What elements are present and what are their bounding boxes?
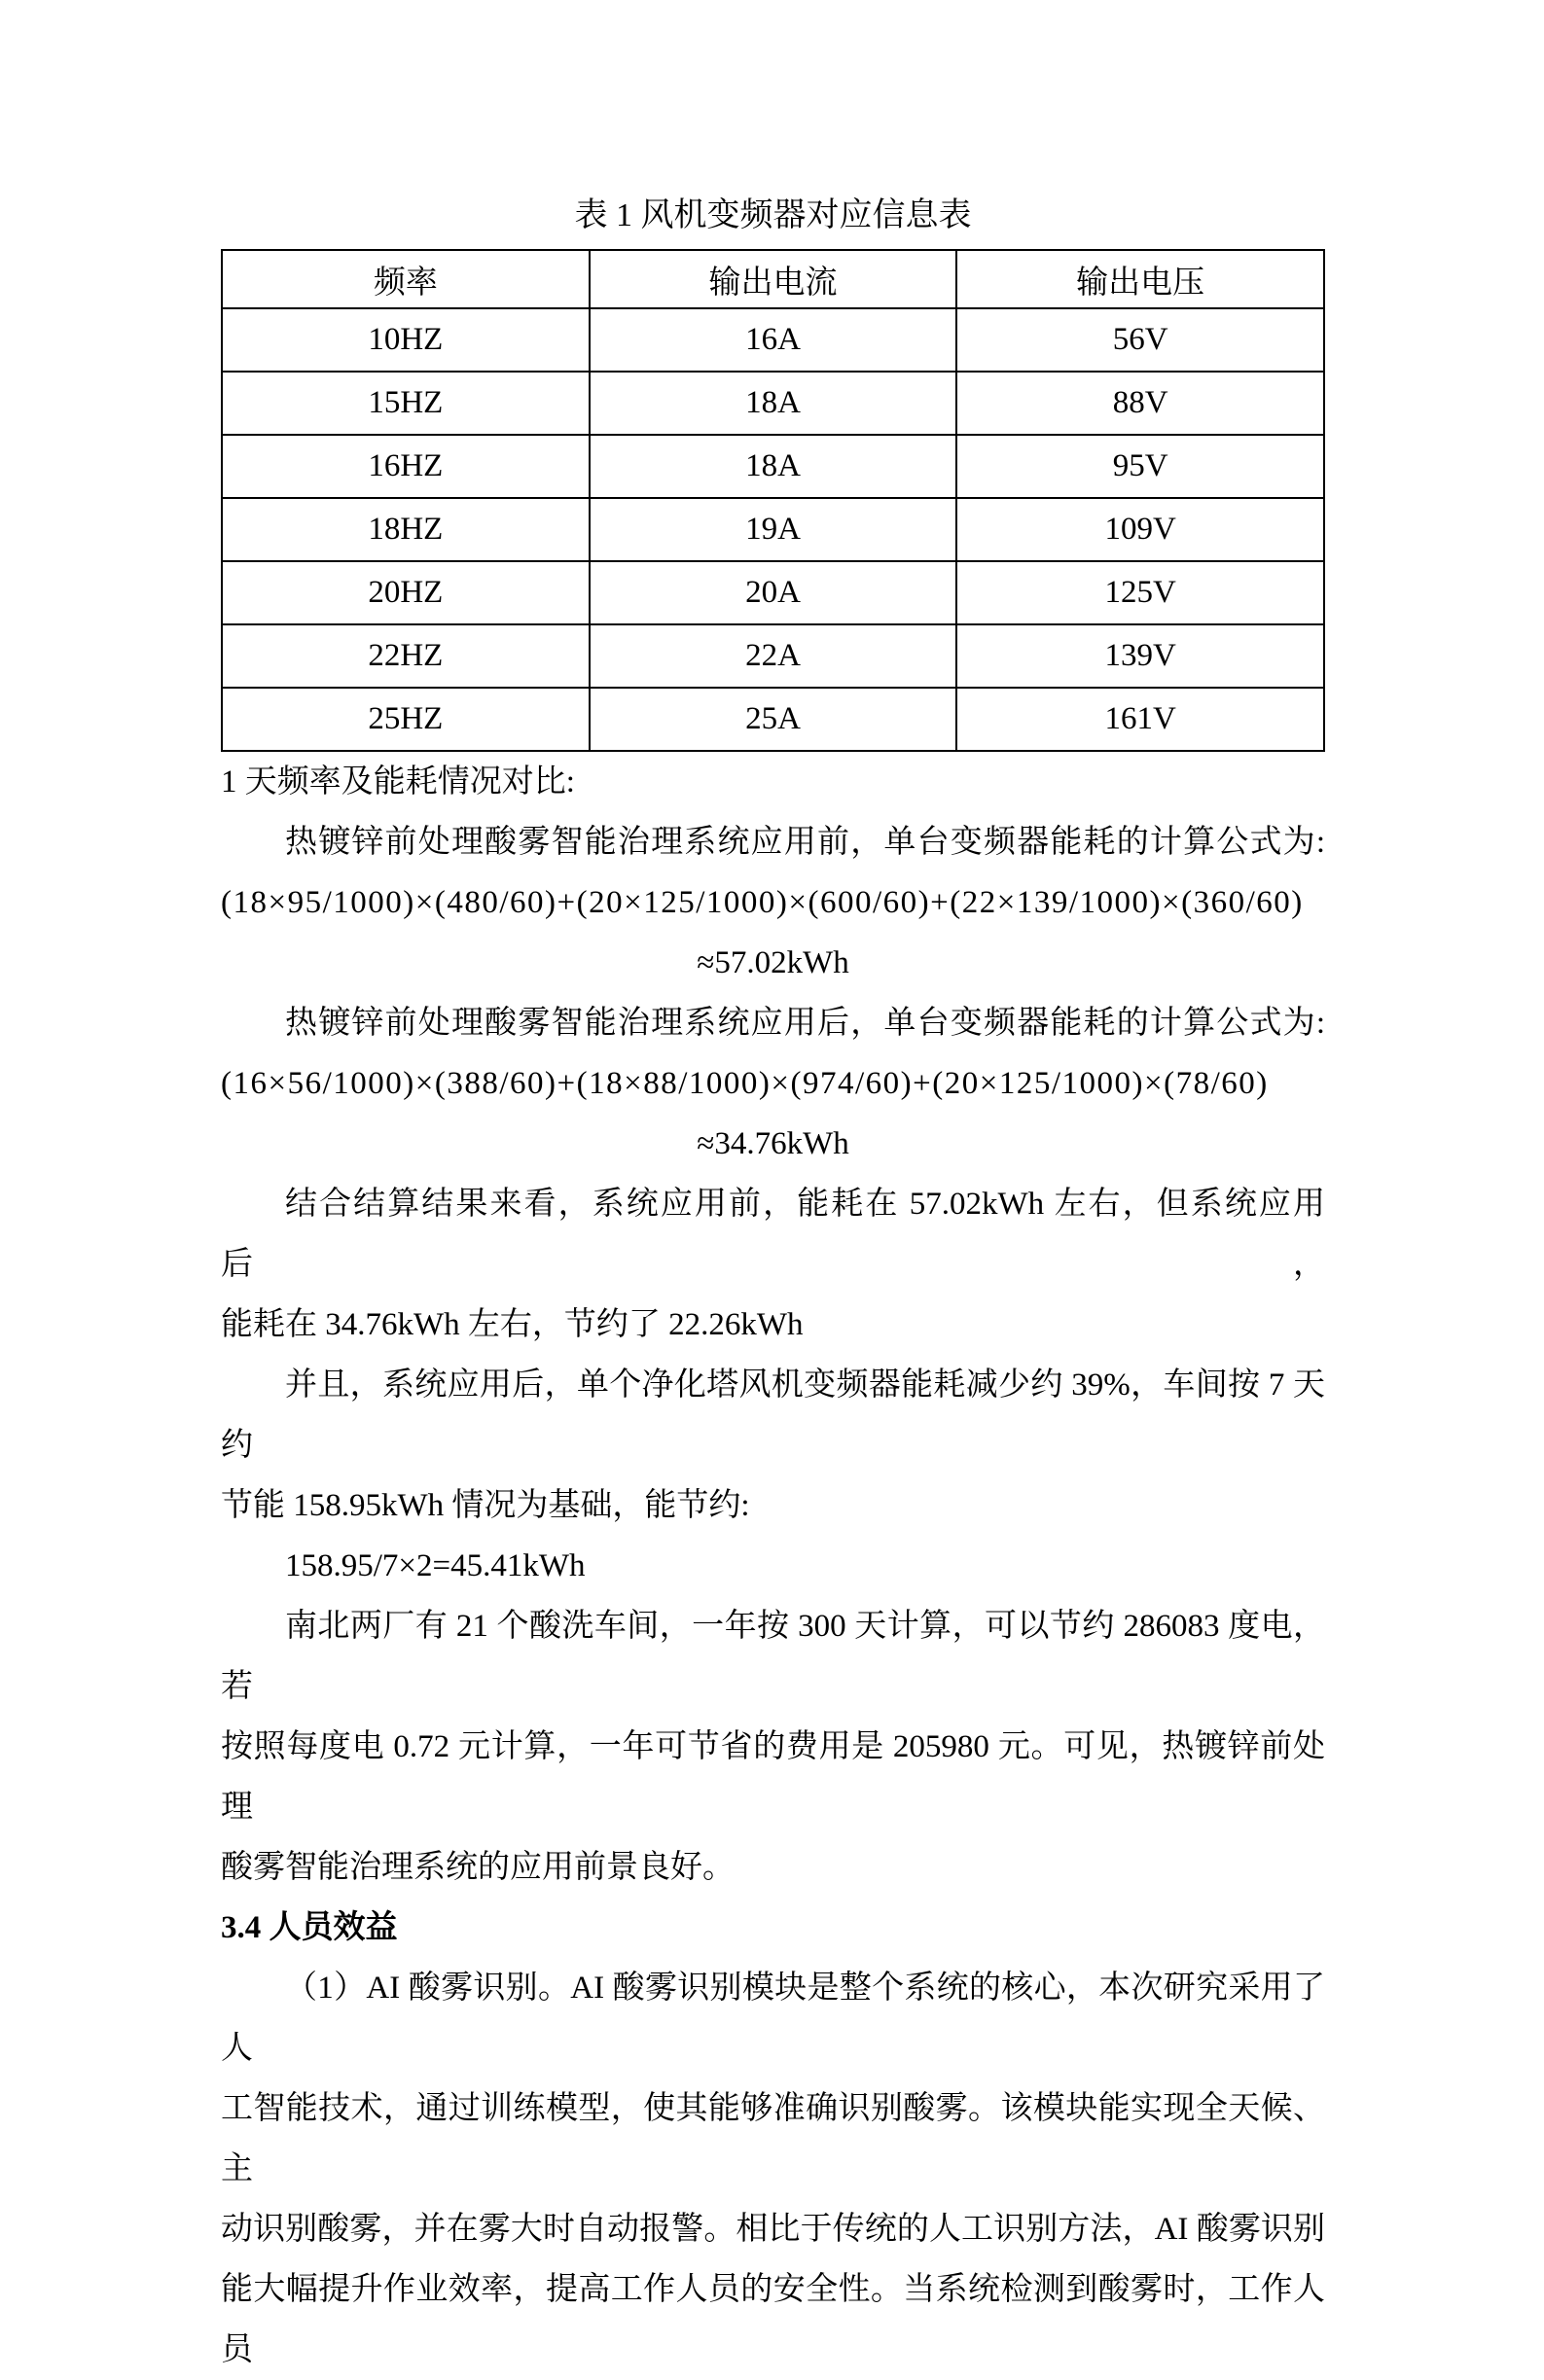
paragraph-line: 能耗在 34.76kWh 左右，节约了 22.26kWh xyxy=(221,1307,804,1342)
formula-line: 158.95/7×2=45.41kWh xyxy=(285,1548,586,1583)
table-row xyxy=(222,498,1324,561)
table-cell: 22A xyxy=(590,624,957,688)
table-row xyxy=(222,624,1324,688)
paragraph-line: （1）AI 酸雾识别。AI 酸雾识别模块是整个系统的核心，本次研究采用了人 xyxy=(221,1971,1325,2066)
fan-inverter-info-table xyxy=(221,249,1325,752)
table-cell: 25A xyxy=(590,688,957,751)
table-row xyxy=(222,688,1324,751)
formula-result-line: ≈57.02kWh xyxy=(697,945,849,980)
formula-line: (18×95/1000)×(480/60)+(20×125/1000)×(600/60)+(22×139/1000)×(360/60) xyxy=(221,885,1304,920)
table-cell: 161V xyxy=(956,688,1324,751)
paragraph-line: 工智能技术，通过训练模型，使其能够准确识别酸雾。该模块能实现全天候、主 xyxy=(221,2091,1325,2186)
paragraph-line: 热镀锌前处理酸雾智能治理系统应用前，单台变频器能耗的计算公式为: xyxy=(285,825,1325,860)
table-header-row xyxy=(222,250,1324,308)
table-row xyxy=(222,372,1324,435)
paragraph-line: 南北两厂有 21 个酸洗车间，一年按 300 天计算，可以节约 286083 度电，若 xyxy=(221,1609,1325,1704)
formula-result-line: ≈34.76kWh xyxy=(697,1126,849,1161)
paragraph-line: 节能 158.95kWh 情况为基础，能节约: xyxy=(221,1488,750,1523)
paragraph-line: 1 天频率及能耗情况对比: xyxy=(221,764,575,799)
table-cell: 18HZ xyxy=(222,498,590,561)
paragraph-line: 热镀锌前处理酸雾智能治理系统应用后，单台变频器能耗的计算公式为: xyxy=(285,1006,1325,1041)
table-cell: 22HZ xyxy=(222,624,590,688)
paragraph-line: 按照每度电 0.72 元计算，一年可节省的费用是 205980 元。可见，热镀锌前处理 xyxy=(221,1729,1325,1825)
table-cell: 16A xyxy=(590,308,957,372)
table-header-cell-output-current: 输出电流 xyxy=(590,250,957,308)
document-content xyxy=(221,183,1325,2380)
table-cell: 109V xyxy=(956,498,1324,561)
table-cell: 139V xyxy=(956,624,1324,688)
table-cell: 20A xyxy=(590,561,957,624)
table-cell: 19A xyxy=(590,498,957,561)
paragraph-line: 并且，系统应用后，单个净化塔风机变频器能耗减少约 39%，车间按 7 天约 xyxy=(221,1368,1325,1463)
body-text xyxy=(221,752,1325,2380)
table-cell: 56V xyxy=(956,308,1324,372)
paragraph-line: 能大幅提升作业效率，提高工作人员的安全性。当系统检测到酸雾时，工作人员 xyxy=(221,2272,1325,2367)
table-cell: 10HZ xyxy=(222,308,590,372)
table-header-cell-frequency: 频率 xyxy=(222,250,590,308)
table-caption: 表 1 风机变频器对应信息表 xyxy=(574,197,972,233)
table-cell: 25HZ xyxy=(222,688,590,751)
table-cell: 125V xyxy=(956,561,1324,624)
table-cell: 18A xyxy=(590,435,957,498)
section-heading: 3.4 人员效益 xyxy=(221,1910,398,1945)
table-cell: 20HZ xyxy=(222,561,590,624)
table-cell: 95V xyxy=(956,435,1324,498)
table-row xyxy=(222,561,1324,624)
paragraph-line: 酸雾智能治理系统的应用前景良好。 xyxy=(221,1850,735,1885)
table-cell: 18A xyxy=(590,372,957,435)
table-row xyxy=(222,435,1324,498)
paragraph-line: 结合结算结果来看，系统应用前，能耗在 57.02kWh 左右，但系统应用后， xyxy=(221,1187,1325,1282)
table-cell: 88V xyxy=(956,372,1324,435)
table-row xyxy=(222,308,1324,372)
table-header-cell-output-voltage: 输出电压 xyxy=(956,250,1324,308)
paragraph-line: 动识别酸雾，并在雾大时自动报警。相比于传统的人工识别方法，AI 酸雾识别 xyxy=(221,2212,1325,2247)
table-cell: 16HZ xyxy=(222,435,590,498)
table-cell: 15HZ xyxy=(222,372,590,435)
formula-line: (16×56/1000)×(388/60)+(18×88/1000)×(974/60)+(20×125/1000)×(78/60) xyxy=(221,1066,1269,1101)
